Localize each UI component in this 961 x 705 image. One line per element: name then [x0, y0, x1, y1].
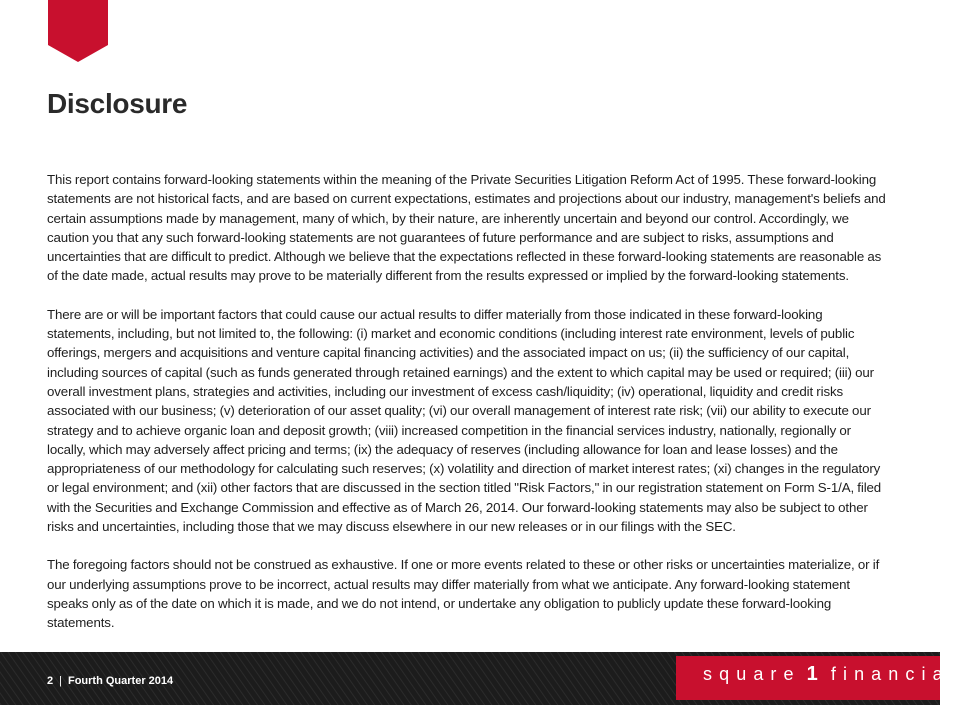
brand-number: 1 — [806, 663, 825, 685]
paragraph-foregoing: The foregoing factors should not be construed as exhaustive. If one or more events related to these or other risks or uncertainties materialize, or if our underlying assumptions prove to be incorrect, actual results may differ materially from what we anticipate. Any forward-looking statement speaks only as of the date on which it is made, and we do not intend, or undertake any obligation to publicly update these forward-looking statements. — [47, 557, 880, 631]
paragraph-forward-looking: This report contains forward-looking statements within the meaning of the Private Securities Litigation Reform Act of 1995. These forward-looking statements are not historical facts, and are based on current expectations, estimates and projections about our industry, management's beliefs and certain assumptions made by management, many of which, by their nature, are inherently uncertain and beyond our control. Accordingly, we caution you that any such forward-looking statements are not guarantees of future performance and are subject to risks, assumptions and uncertainties that are difficult to predict. Although we believe that the expectations reflected in these forward-looking statements are reasonable as of the date made, actual results may prove to be materially different from the results expressed or implied by the forward-looking statements. — [47, 172, 886, 284]
brand-word-square: square — [703, 664, 801, 684]
footer-period: Fourth Quarter 2014 — [67, 675, 174, 687]
brand-word-financial: financial — [830, 664, 961, 684]
corner-tab-shape — [48, 0, 108, 62]
disclosure-body — [47, 170, 892, 652]
page-title: Disclosure — [47, 88, 188, 119]
paragraph-risk-factors: There are or will be important factors that could cause our actual results to differ materially from those indicated in these forward-looking statements, including, but not limited to, the following: (i) market and economic conditions (including interest rate environment, levels of public offerings, mergers and acquisitions and venture capital financing activities) and the associated impact on us; (ii) the sufficiency of our capital, including sources of capital (such as funds generated through retained earnings) and the extent to which capital may be used or required; (iii) our overall investment plans, strategies and activities, including our investment of excess cash/liquidity; (iv) operational, liquidity and credit risks associated with our business; (v) deterioration of our asset quality; (vi) our overall management of interest rate risk; (vii) our ability to execute our strategy and to achieve organic loan and deposit growth; (viii) increased competition in the financial services industry, nationally, regionally or locally, which may adversely affect pricing and terms; (ix) the adequacy of reserves (including allowance for loan and lease losses) and the appropriateness of our methodology for calculating such reserves; (x) volatility and direction of market interest rates; (xi) changes in the regulatory or legal environment; and (xii) other factors that are discussed in the section titled "Risk Factors," in our registration statement on Form S-1/A, filed with the Securities and Exchange Commission and effective as of March 26, 2014. Our forward-looking statements may also be subject to other risks and uncertainties, including those that we may discuss elsewhere in our new releases or in our filings with the SEC. — [47, 306, 882, 535]
footer-separator: | — [59, 675, 62, 687]
page-number: 2 — [47, 675, 54, 687]
footer-page-info — [47, 675, 173, 687]
brand-logo — [703, 663, 961, 686]
